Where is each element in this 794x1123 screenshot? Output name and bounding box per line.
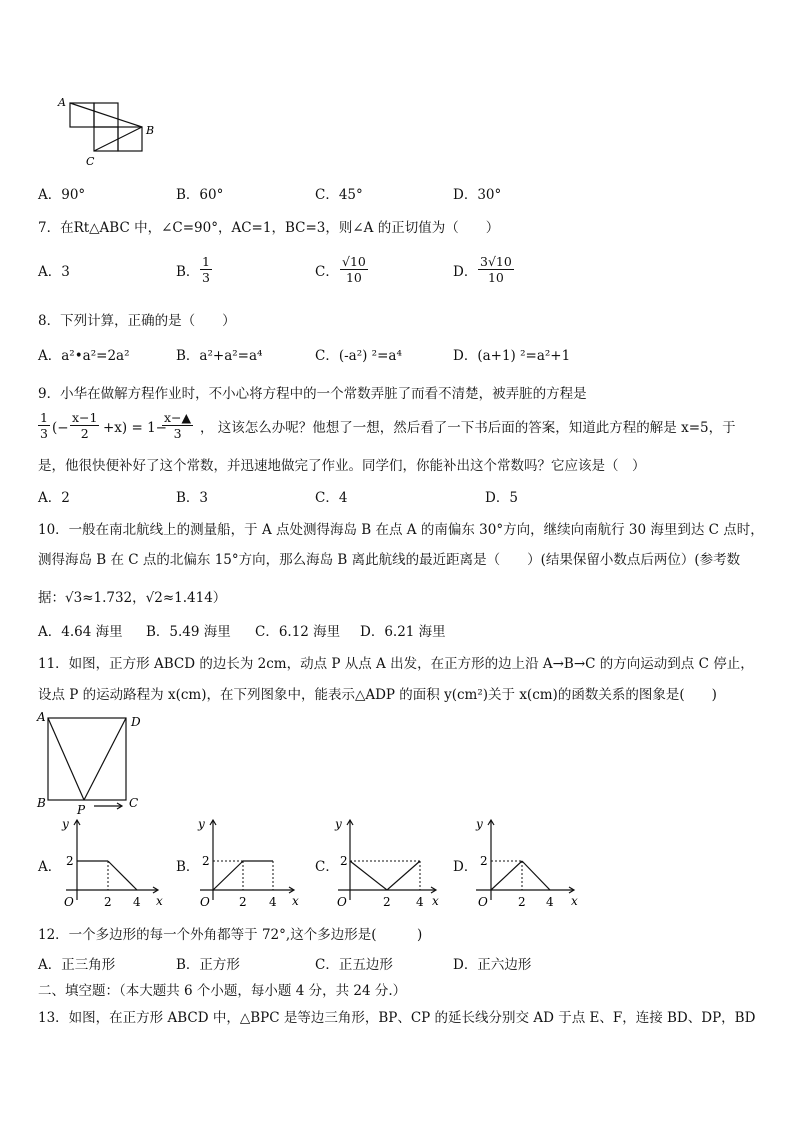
q9-option-d[interactable]: D．5 — [485, 490, 518, 506]
q13-question: 13．如图，在正方形 ABCD 中，△BPC 是等边三角形，BP、CP 的延长线分别交 AD 于点 E、F，连接 BD、DP，BD — [38, 1010, 756, 1026]
origin-label: O — [64, 895, 74, 909]
fraction-numerator: 1 — [202, 254, 210, 269]
q11-graph-b[interactable] — [192, 814, 304, 914]
fraction-numerator: 3√10 — [480, 254, 512, 269]
q7-option-d-fraction — [478, 254, 514, 285]
q12-option-c[interactable]: C．正五边形 — [315, 957, 393, 973]
axis-x-label: x — [432, 894, 439, 908]
q10-option-c[interactable]: C．6.12 海里 — [255, 624, 341, 640]
fraction-denominator: 3 — [40, 426, 48, 441]
fig6-label-a: A — [58, 96, 66, 109]
q7-option-b-fraction — [200, 254, 212, 285]
q10-option-d[interactable]: D．6.21 海里 — [360, 624, 446, 640]
tick-x-2: 2 — [383, 895, 391, 909]
tick-x-4: 4 — [416, 895, 424, 909]
q9-eq-fraction-3 — [162, 410, 193, 441]
tick-x-2: 2 — [239, 895, 247, 909]
axis-y-label: y — [198, 817, 205, 831]
q9-option-b[interactable]: B．3 — [176, 490, 209, 506]
q11-option-d[interactable]: D． — [453, 859, 478, 875]
q7-option-d-prefix[interactable]: D． — [453, 264, 478, 280]
tick-y-2: 2 — [480, 854, 488, 868]
section-heading: 二、填空题：（本大题共 6 个小题，每小题 4 分，共 24 分.） — [38, 983, 407, 999]
q9-eq-mid-2: +x) = 1− — [103, 420, 167, 436]
q12-option-b[interactable]: B．正方形 — [176, 957, 240, 973]
q11-graph-a[interactable] — [58, 814, 168, 914]
q11-option-b[interactable]: B． — [176, 859, 200, 875]
q8-question: 8．下列计算，正确的是（ ） — [38, 313, 236, 329]
q10-line-1: 10．一般在南北航线上的测量船，于 A 点处测得海岛 B 在点 A 的南偏东 30°方向，继续向南航行 30 海里到达 C 点时， — [38, 522, 764, 538]
fraction-denominator: 10 — [345, 270, 362, 285]
q9-line-1: 9．小华在做解方程作业时，不小心将方程中的一个常数弄脏了而看不清楚，被弄脏的方程是 — [38, 386, 587, 402]
square-label-b: B — [37, 796, 46, 810]
origin-label: O — [337, 895, 347, 909]
fig6-label-b: B — [146, 124, 155, 137]
q9-eq-fraction-2 — [70, 410, 99, 441]
tick-x-4: 4 — [546, 895, 554, 909]
q6-option-a[interactable]: A．90° — [38, 187, 86, 203]
fraction-denominator: 10 — [487, 270, 504, 285]
tick-x-4: 4 — [269, 895, 277, 909]
q11-line-1: 11．如图，正方形 ABCD 的边长为 2cm，动点 P 从点 A 出发，在正方形的边上沿 A→B→C 的方向运动到点 C 停止， — [38, 656, 754, 672]
axis-y-label: y — [476, 817, 483, 831]
axis-y-label: y — [335, 817, 342, 831]
q8-option-c[interactable]: C．(-a²) ²=a⁴ — [315, 348, 402, 364]
q10-option-a[interactable]: A．4.64 海里 — [38, 624, 123, 640]
fig6-label-c: C — [86, 155, 95, 168]
q7-question: 7．在Rt△ABC 中，∠C=90°，AC=1，BC=3，则∠A 的正切值为（ ） — [38, 220, 500, 236]
fraction-numerator: x−1 — [72, 410, 98, 425]
q11-square-figure — [34, 709, 150, 815]
q9-option-a[interactable]: A．2 — [38, 490, 70, 506]
q12-question: 12．一个多边形的每一个外角都等于 72°,这个多边形是( ) — [38, 927, 423, 943]
tick-y-2: 2 — [66, 854, 74, 868]
square-label-p: P — [77, 803, 86, 815]
q9-option-c[interactable]: C．4 — [315, 490, 348, 506]
q10-option-b[interactable]: B．5.49 海里 — [146, 624, 231, 640]
q11-graph-c[interactable] — [330, 814, 444, 914]
axis-x-label: x — [571, 894, 578, 908]
fraction-denominator: 2 — [80, 426, 89, 441]
q11-option-c[interactable]: C． — [315, 859, 339, 875]
q6-option-c[interactable]: C．45° — [315, 187, 363, 203]
q12-option-a[interactable]: A．正三角形 — [38, 957, 116, 973]
axis-x-label: x — [156, 894, 163, 908]
q11-option-a[interactable]: A． — [38, 859, 62, 875]
fraction-numerator: √10 — [342, 254, 366, 269]
origin-label: O — [478, 895, 488, 909]
tick-x-2: 2 — [104, 895, 112, 909]
q9-eq-mid-1: (− — [52, 420, 69, 436]
q11-line-2: 设点 P 的运动路程为 x(cm)，在下列图象中，能表示△ADP 的面积 y(cm²)关于 x(cm)的函数关系的图象是( ) — [38, 687, 717, 703]
axis-x-label: x — [292, 894, 299, 908]
q12-option-d[interactable]: D．正六边形 — [453, 957, 532, 973]
fraction-numerator: x−▲ — [164, 410, 192, 425]
tick-x-4: 4 — [133, 895, 141, 909]
q10-line-3: 据：√3≈1.732，√2≈1.414） — [38, 590, 227, 606]
q7-option-a[interactable]: A．3 — [38, 264, 70, 280]
fraction-denominator: 3 — [202, 270, 210, 285]
q8-option-b[interactable]: B．a²+a²=a⁴ — [176, 348, 263, 364]
q7-option-c-fraction — [340, 254, 368, 285]
tick-x-2: 2 — [518, 895, 526, 909]
q10-line-2: 测得海岛 B 在 C 点的北偏东 15°方向，那么海岛 B 离此航线的最近距离是（ ）(结果保留小数点后两位）(参考数 — [38, 552, 741, 568]
tick-y-2: 2 — [202, 854, 210, 868]
tick-y-2: 2 — [340, 854, 348, 868]
q7-option-b-prefix[interactable]: B． — [176, 264, 200, 280]
square-label-d: D — [131, 715, 141, 729]
fraction-denominator: 3 — [173, 426, 182, 441]
square-label-a: A — [37, 710, 46, 724]
q9-eq-fraction-1 — [38, 410, 50, 441]
q6-option-d[interactable]: D．30° — [453, 187, 502, 203]
q7-option-c-prefix[interactable]: C． — [315, 264, 339, 280]
q8-option-d[interactable]: D．(a+1) ²=a²+1 — [453, 348, 571, 364]
q11-graph-d[interactable] — [468, 814, 584, 914]
q6-grid-figure — [52, 92, 167, 172]
square-label-c: C — [129, 796, 139, 810]
origin-label: O — [200, 895, 210, 909]
fraction-numerator: 1 — [40, 410, 48, 425]
axis-y-label: y — [62, 817, 69, 831]
q9-line-2: ， 这该怎么办呢？他想了一想，然后看了一下书后面的答案，知道此方程的解是 x=5，于 — [200, 420, 736, 436]
q6-option-b[interactable]: B．60° — [176, 187, 224, 203]
q8-option-a[interactable]: A．a²•a²=2a² — [38, 348, 130, 364]
q9-line-3: 是，他很快便补好了这个常数，并迅速地做完了作业。同学们，你能补出这个常数吗？它应该是（ ） — [38, 458, 646, 474]
